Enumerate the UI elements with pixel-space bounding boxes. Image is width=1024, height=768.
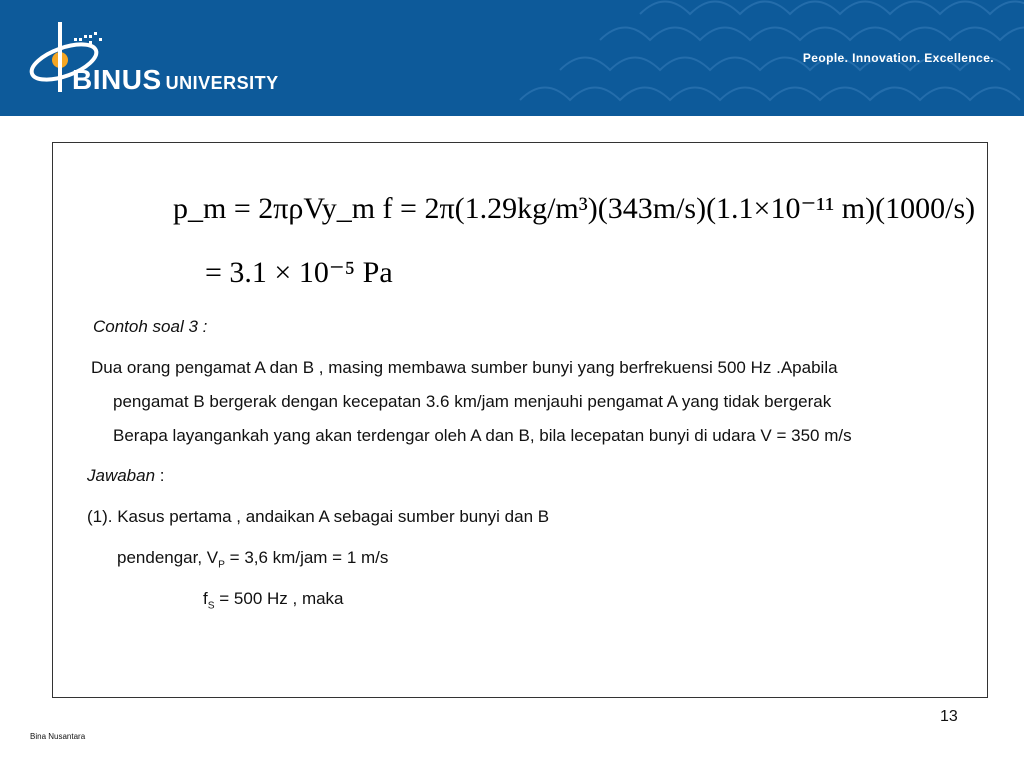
problem-line-1: Dua orang pengamat A dan B , masing membawa sumber bunyi yang berfrekuensi 500 Hz .Apabila bbox=[91, 358, 838, 377]
header-banner bbox=[0, 0, 1024, 116]
case-line: (1). Kasus pertama , andaikan A sebagai sumber bunyi dan B bbox=[87, 507, 550, 526]
source-line: $f_S = 500$ Hz , maka bbox=[203, 589, 344, 612]
problem-line-2: pengamat B bergerak dengan kecepatan 3.6 km/jam menjauhi pengamat A yang tidak bergerak bbox=[113, 392, 832, 411]
brand-name: BINUS UNIVERSITY bbox=[72, 64, 279, 95]
listener-line: pendengar, $V_P = 3,6$ km/jam = 1 m/s bbox=[117, 548, 389, 571]
answer-heading: Jawaban : bbox=[87, 466, 165, 485]
example-title: Contoh soal 3 : bbox=[93, 317, 208, 336]
footer-text: Bina Nusantara bbox=[30, 732, 86, 741]
equation-line-1: p_m = 2πρVy_m f = 2π(1.29kg/m³)(343m/s)(1.1×10⁻¹¹ m)(1000/s) bbox=[173, 192, 976, 225]
problem-line-3: Berapa layangankah yang akan terdengar oleh A dan B, bila lecepatan bunyi di udara V = 350 m/s bbox=[113, 426, 852, 445]
equation-line-2: = 3.1 × 10⁻⁵ Pa bbox=[205, 256, 393, 289]
tagline: People. Innovation. Excellence. bbox=[802, 51, 994, 65]
slide-content-box bbox=[52, 142, 988, 698]
page-number: 13 bbox=[940, 708, 958, 725]
